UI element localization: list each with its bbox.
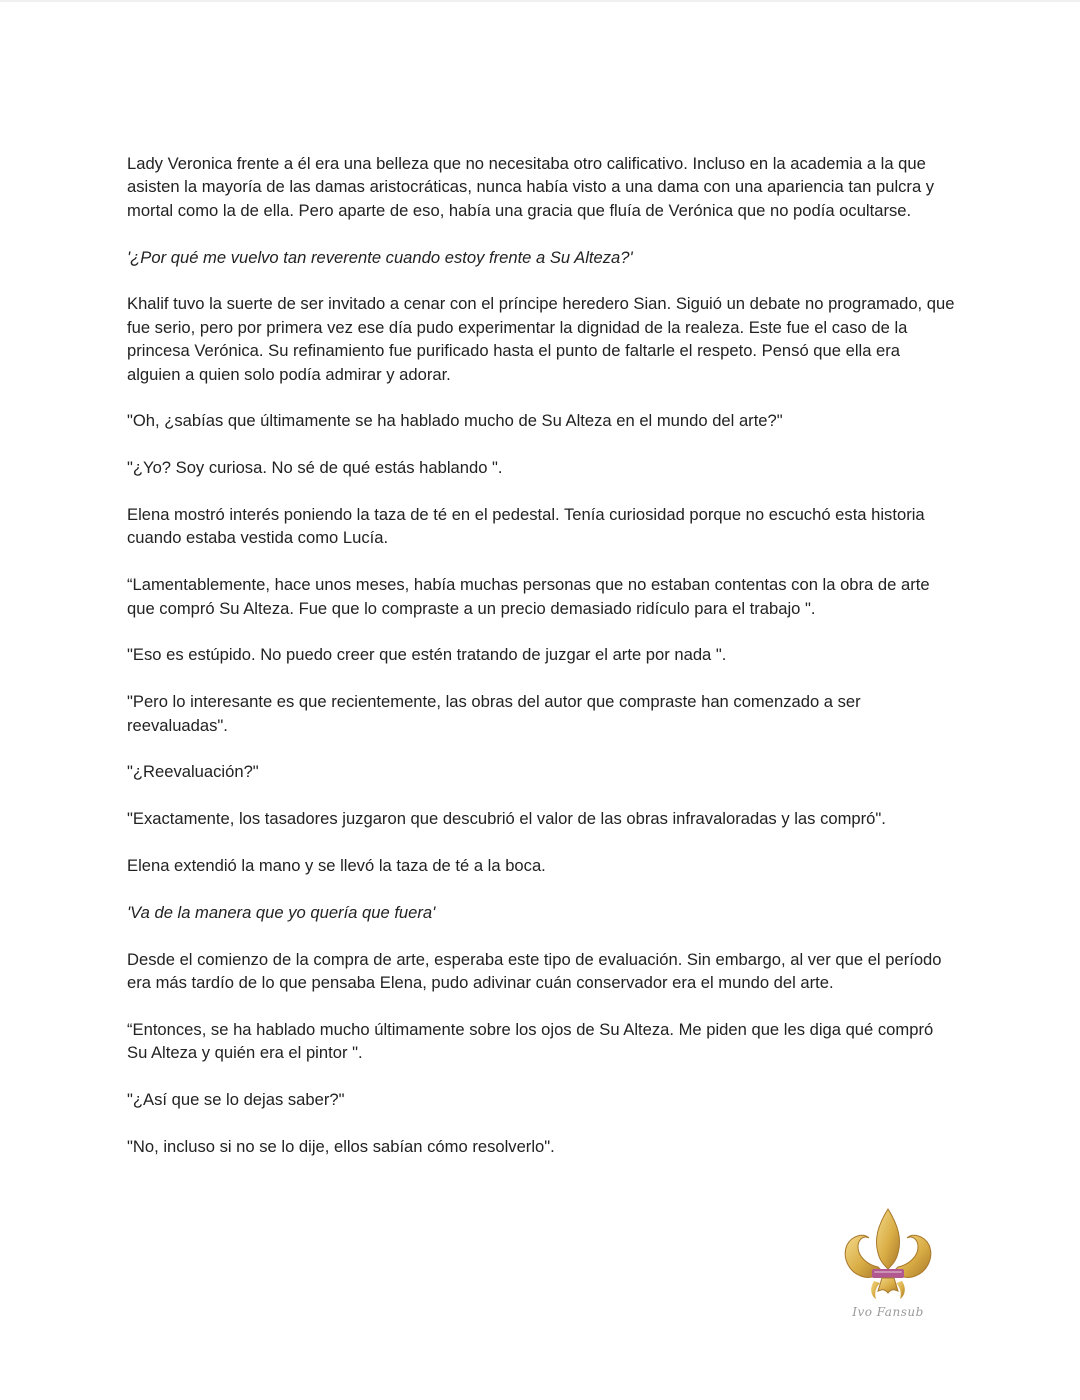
paragraph: "No, incluso si no se lo dije, ellos sabían cómo resolverlo". xyxy=(127,1136,555,1156)
paragraph: "Exactamente, los tasadores juzgaron que descubrió el valor de las obras infravaloradas y las compró". xyxy=(127,809,886,829)
paragraph: "¿Así que se lo dejas saber?" xyxy=(127,1090,345,1110)
paragraph: Desde el comienzo de la compra de arte, esperaba este tipo de evaluación. Sin embargo, al ver que el período era más tardío de lo que pensaba Elena, pudo adivinar cuán conservador era el mundo del arte. xyxy=(127,949,942,993)
paragraph: Elena mostró interés poniendo la taza de té en el pedestal. Tenía curiosidad porque no escuchó esta historia cuando estaba vestida como Lucía. xyxy=(127,505,925,548)
paragraph: 'Va de la manera que yo quería que fuera' xyxy=(127,902,436,922)
watermark-signature: Ivo Fansub xyxy=(852,1305,924,1319)
document-body xyxy=(127,152,957,1182)
paragraph: "Eso es estúpido. No puedo creer que estén tratando de juzgar el arte por nada ". xyxy=(127,645,727,665)
paragraph: “Entonces, se ha hablado mucho últimamente sobre los ojos de Su Alteza. Me piden que les diga qué compró Su Alteza y quién era el pintor ". xyxy=(127,1019,934,1063)
paragraph: "Oh, ¿sabías que últimamente se ha hablado mucho de Su Alteza en el mundo del arte?" xyxy=(127,411,783,431)
paragraph: “Lamentablemente, hace unos meses, había muchas personas que no estaban contentas con la obra de arte que compró Su Alteza. Fue que lo compraste a un precio demasiado ridículo para el trabajo ". xyxy=(127,575,930,618)
paragraph: "¿Yo? Soy curiosa. No sé de qué estás hablando ". xyxy=(127,458,503,478)
watermark-logo xyxy=(838,1207,938,1332)
paragraph: Elena extendió la mano y se llevó la taza de té a la boca. xyxy=(127,856,546,876)
paragraph: Lady Veronica frente a él era una belleza que no necesitaba otro calificativo. Incluso en la academia a la que asisten la mayoría de las damas aristocráticas, nunca había visto a una dama con una apariencia tan pulcra y mortal como la de ella. Pero aparte de eso, había una gracia que fluía de Verónica que no podía ocultarse. xyxy=(127,154,935,220)
fleur-de-lis-icon xyxy=(838,1207,938,1307)
paragraph: '¿Por qué me vuelvo tan reverente cuando estoy frente a Su Alteza?' xyxy=(127,247,633,267)
paragraph: "Pero lo interesante es que recientemente, las obras del autor que compraste han comenzado a ser reevaluadas". xyxy=(127,692,861,735)
paragraph: "¿Reevaluación?" xyxy=(127,762,259,782)
paragraph: Khalif tuvo la suerte de ser invitado a cenar con el príncipe heredero Sian. Siguió un debate no programado, que fue serio, pero por primera vez ese día pudo experimentar la dignidad de la realeza. Este fue el caso de la princesa Verónica. Su refinamiento fue purificado hasta el punto de faltarle el respeto. Pensó que ella era alguien a quien solo podía admirar y adorar. xyxy=(127,294,955,384)
